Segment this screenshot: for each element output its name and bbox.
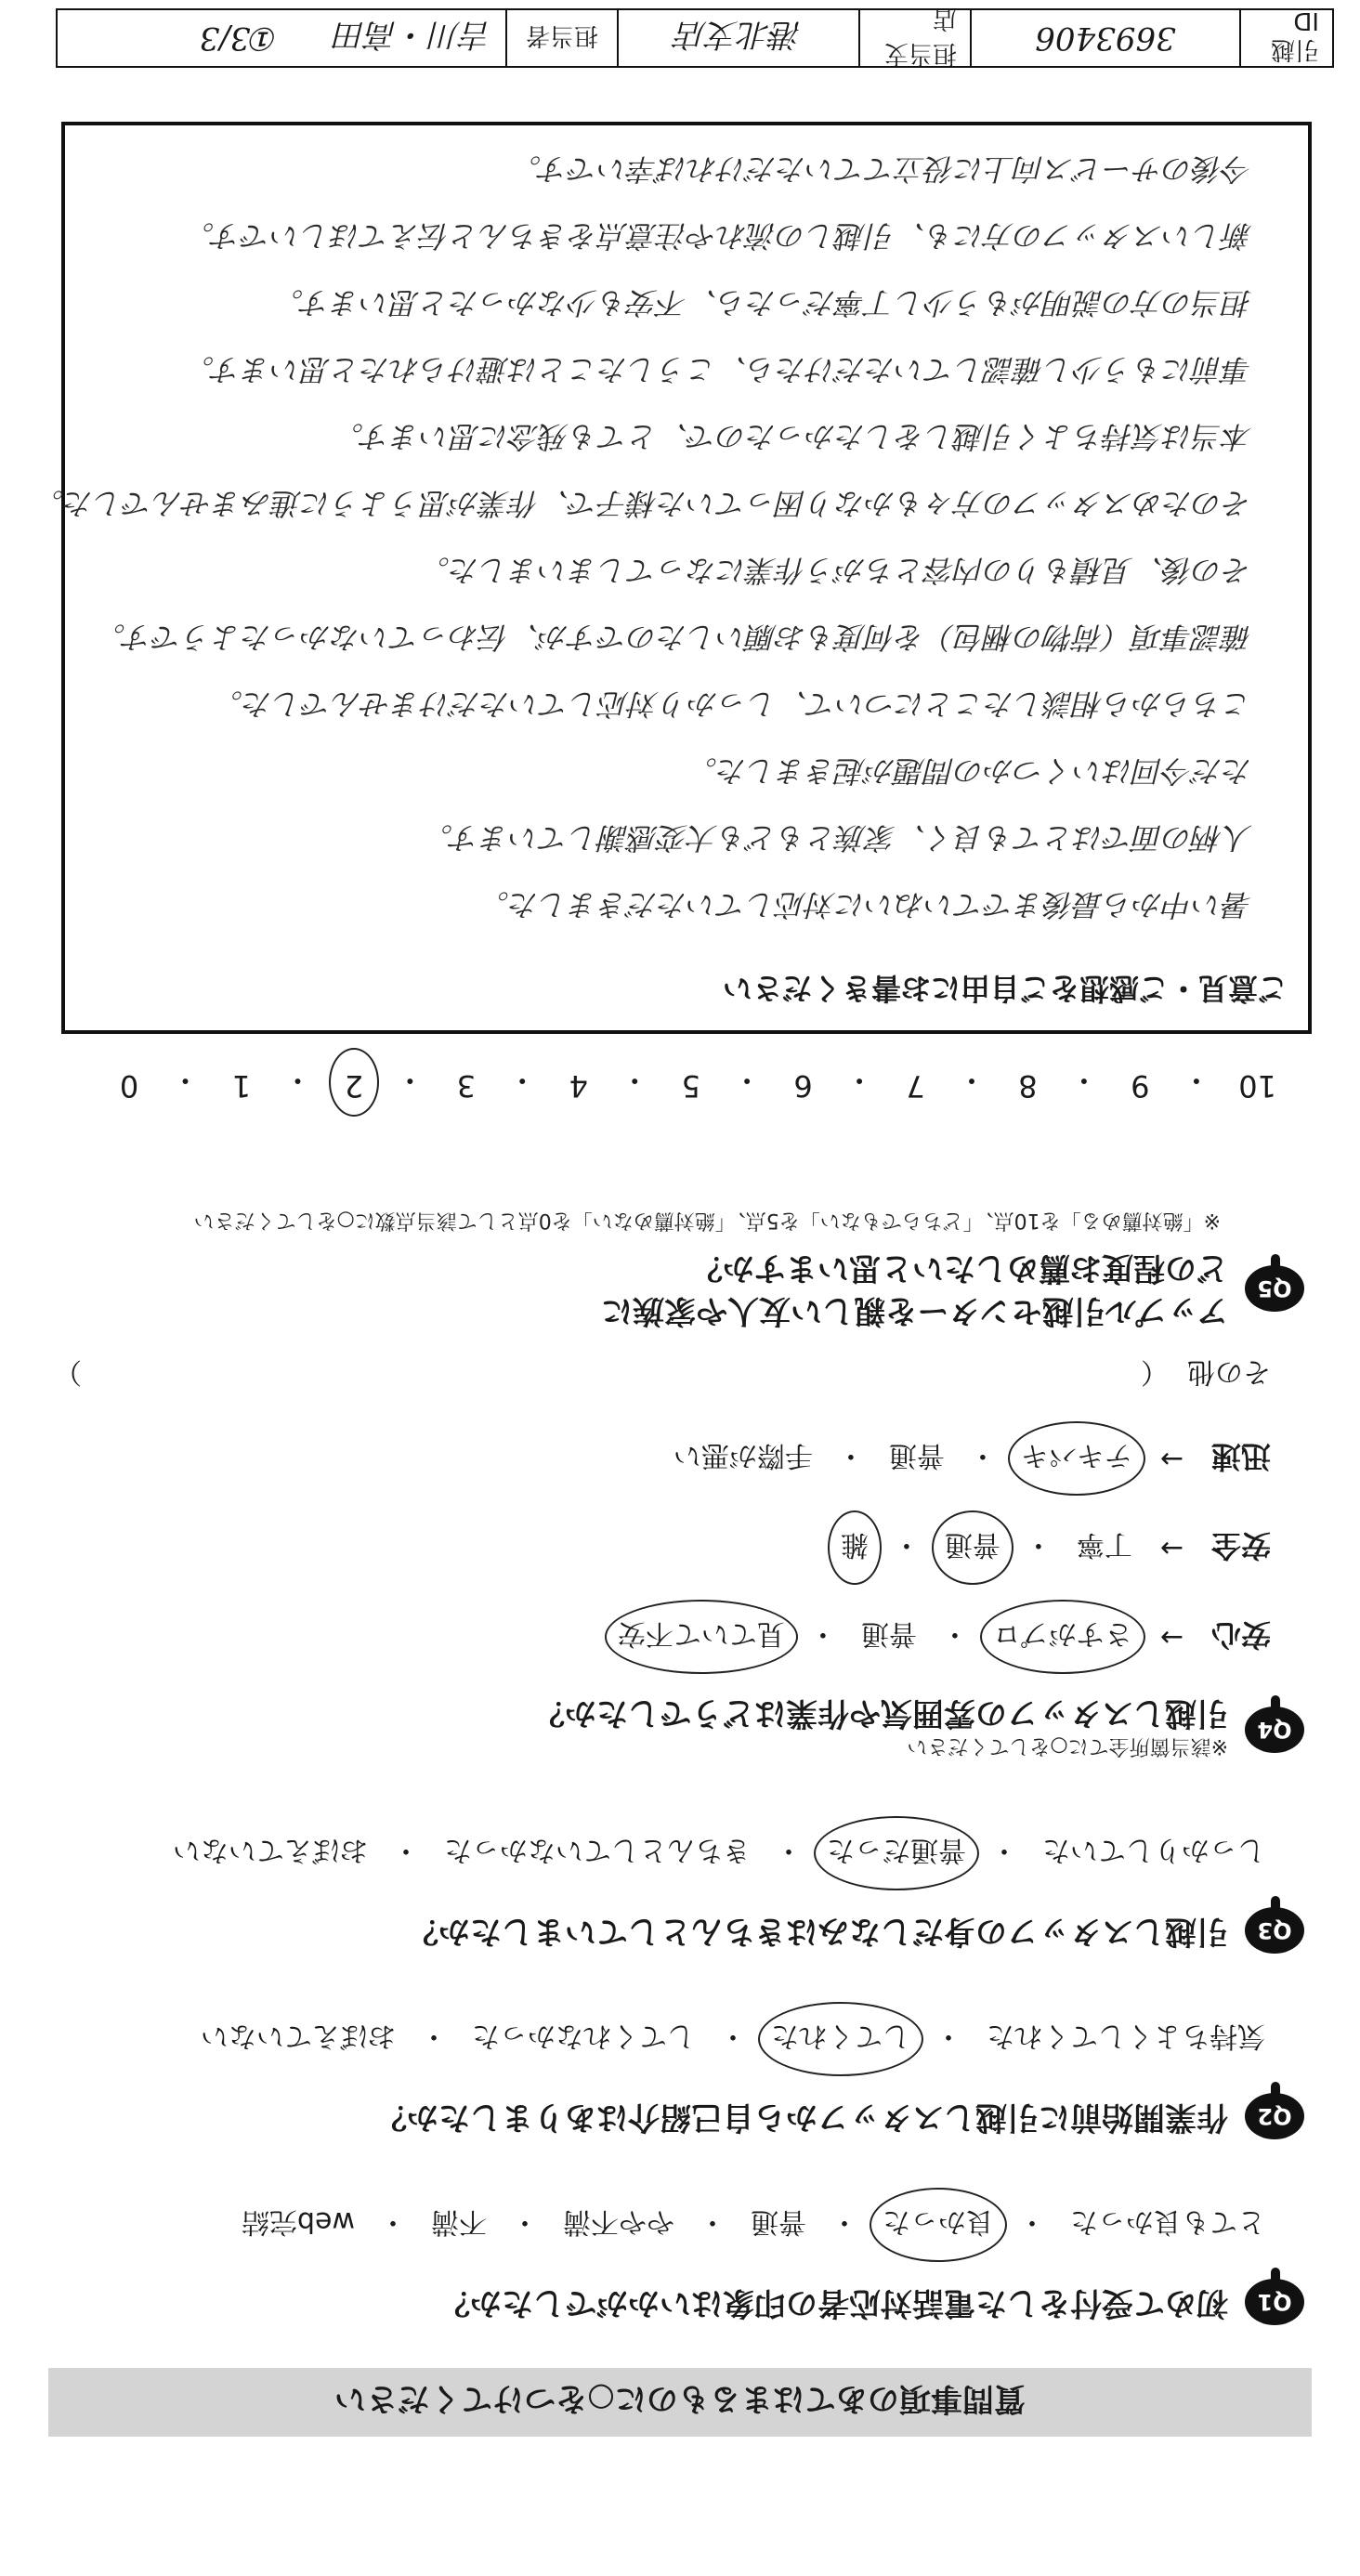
comment-line: 担当の方の説明がもう少し丁寧だったら、不安も少なかったと思います。	[273, 285, 1252, 320]
q3-option-selected[interactable]: 普通だった	[821, 1831, 972, 1876]
scale-dot: ・	[395, 1063, 425, 1098]
q4-other-label: その他	[1187, 1355, 1271, 1389]
q2-text: 作業開始前に引越しスタッフから自己紹介はありましたか？	[375, 2098, 1228, 2136]
q1-option[interactable]: とても良かった	[1070, 2205, 1265, 2238]
q4-row-label: 迅速	[1210, 1439, 1271, 1475]
comment-line: 暑い中から最後までていねいに対応していただきました。	[478, 887, 1252, 922]
instruction-banner	[48, 2368, 1312, 2437]
q4-row-anzen: 安全 → 丁寧 ・ 普通 ・ 雑	[22, 1525, 1271, 1570]
scale-dot: ・	[507, 1063, 538, 1098]
q3-text: 引越しスタッフの身だしなみはきちんとしていましたか？	[407, 1912, 1228, 1950]
comment-line: ただ今回はいくつかの問題が起きました。	[687, 753, 1252, 789]
scale-dot: ・	[844, 1063, 875, 1098]
scale-dot: ・	[956, 1063, 987, 1098]
q4-option[interactable]: 普通	[860, 1617, 917, 1651]
comment-box[interactable]	[33, 122, 1312, 1034]
q4-row-jinsoku: 迅速 → テキパキ ・ 普通 ・ 手際が悪い	[22, 1436, 1271, 1481]
staff-name: 吉川・高田	[334, 16, 492, 54]
question-5	[22, 1208, 1304, 1331]
q4-badge: Q4	[1245, 1706, 1304, 1753]
q4-row-label: 安全	[1210, 1528, 1271, 1564]
score-9[interactable]: 9	[1131, 1068, 1150, 1104]
score-6[interactable]: 6	[793, 1068, 813, 1104]
comment-line: 事前にもう少し確認していただけたら、こうしたことは避けられたと思います。	[184, 352, 1252, 387]
q4-row-anshin: 安心 → さすがプロ ・ 普通 ・ 見ていて不安	[22, 1615, 1271, 1659]
q4-option-selected[interactable]: さすがプロ	[987, 1615, 1138, 1659]
q2-option-selected[interactable]: してくれた	[765, 2017, 916, 2061]
q3-option[interactable]: おぼえていない	[173, 1834, 368, 1866]
score-10[interactable]: 10	[1238, 1068, 1276, 1104]
q4-other-row	[22, 1354, 1271, 1395]
score-0[interactable]: 0	[119, 1068, 139, 1104]
q4-text: 引越しスタッフの雰囲気や作業はどうでしたか？	[533, 1694, 1228, 1732]
comment-line: 本当は気持ちよく引越しをしたかったので、とても残念に思います。	[333, 419, 1252, 454]
comment-line: 確認事項（荷物の梱包）を何度もお願いしたのですが、伝わっていなかったようです。	[95, 620, 1252, 655]
q4-option[interactable]: 手際が悪い	[673, 1439, 813, 1472]
staff-label: 担当者	[505, 10, 617, 66]
q1-option[interactable]: web完結	[241, 2205, 355, 2238]
id-value: 3693406	[970, 10, 1239, 66]
q3-options: しっかりしていた ・ 普通だった ・ きちんとしていなかった ・ おぼえていない	[22, 1831, 1271, 1876]
arrow-icon: →	[1159, 1620, 1183, 1654]
q2-options: 気持ちよくしてくれた ・ してくれた ・ してくれなかった ・ おぼえていない	[22, 2017, 1271, 2061]
score-4[interactable]: 4	[569, 1068, 588, 1104]
scale-dot: ・	[170, 1063, 201, 1098]
q4-note: ※該当箇所全てに○をしてください	[907, 1734, 1228, 1758]
q5-score-scale	[115, 1061, 1276, 1104]
comment-title: ご意見・ご感想をご自由にお書きください	[722, 971, 1288, 1006]
q4-option-selected[interactable]: 雑	[835, 1525, 874, 1570]
q3-badge: Q3	[1245, 1907, 1304, 1954]
question-2	[22, 2017, 1304, 2139]
q2-option[interactable]: 気持ちよくしてくれた	[987, 2020, 1265, 2052]
q1-text: 初めて受付をした電話対応者の印象はいかがでしたか？	[438, 2283, 1228, 2321]
score-3[interactable]: 3	[456, 1068, 477, 1104]
q5-text-line1: アップル引越センターを親しい友人や家族に	[601, 1292, 1228, 1329]
q4-option-selected[interactable]: 普通	[939, 1525, 1006, 1570]
comment-line: こちらから相談したことについて、しっかり対応していただけませんでした。	[213, 686, 1252, 722]
score-8[interactable]: 8	[1018, 1068, 1038, 1104]
q5-note: ※「絶対薦める」を10点、「どちらでもない」を5点、「絶対薦めない」を0点として該当点数に○をしてください	[193, 1209, 1221, 1233]
comment-line: 今後のサービス向上に役立てていただければ幸いです。	[511, 151, 1252, 187]
q4-option[interactable]: 丁寧	[1076, 1528, 1132, 1562]
arrow-icon: →	[1159, 1442, 1183, 1475]
q4-option-selected[interactable]: 見ていて不安	[612, 1615, 791, 1659]
scale-dot: ・	[1181, 1063, 1211, 1098]
q2-option[interactable]: してくれなかった	[472, 2020, 695, 2052]
q2-badge: Q2	[1245, 2093, 1304, 2139]
branch-value: 港北支店	[617, 10, 858, 66]
page-marker: ①3/3	[199, 20, 279, 57]
question-1	[22, 2203, 1304, 2325]
comment-line: 人柄の面ではとても良く、家族ともども大変感謝しています。	[423, 820, 1252, 856]
q1-badge: Q1	[1245, 2279, 1304, 2325]
q1-option[interactable]: 不満	[431, 2205, 487, 2238]
scale-dot: ・	[1068, 1063, 1099, 1098]
q5-text-line2: どの程度お薦めしたいと思いますか？	[691, 1249, 1228, 1288]
q1-option[interactable]: 普通	[751, 2205, 806, 2238]
footer-info-table	[56, 5, 1334, 68]
scale-dot: ・	[732, 1063, 763, 1098]
q4-other-field[interactable]: （ ）	[54, 1355, 1169, 1389]
comment-line: 新しいスタッフの方にも、引越しの流れや注意点をきちんと伝えてほしいです。	[184, 218, 1252, 254]
question-3	[22, 1831, 1304, 1954]
question-4	[22, 1354, 1304, 1768]
q5-badge: Q5	[1245, 1265, 1304, 1312]
q1-option[interactable]: やや不満	[563, 2205, 674, 2238]
instruction-text: 質問事項のあてはまるものに○をつけてください	[334, 2380, 1026, 2418]
q2-option[interactable]: おぼえていない	[201, 2020, 396, 2052]
q3-option[interactable]: しっかりしていた	[1042, 1834, 1265, 1866]
score-7[interactable]: 7	[906, 1068, 925, 1104]
score-1[interactable]: 1	[231, 1068, 252, 1104]
id-label: 引越ID	[1239, 10, 1332, 66]
comment-line: その後、見積もりの内容とちがう作業になってしまいました。	[419, 553, 1252, 588]
scale-dot: ・	[620, 1063, 650, 1098]
q4-option[interactable]: 普通	[888, 1439, 945, 1472]
score-2-selected[interactable]: 2	[340, 1061, 368, 1104]
arrow-icon: →	[1159, 1531, 1183, 1564]
q1-option-selected[interactable]: 良かった	[877, 2203, 1000, 2247]
q3-option[interactable]: きちんとしていなかった	[444, 1834, 751, 1866]
q4-row-label: 安心	[1210, 1617, 1271, 1654]
comment-line: そのためスタッフの方々もかなり困っていた様子で、作業が思うように進みませんでした。	[33, 486, 1252, 521]
staff-value	[58, 10, 505, 66]
scale-dot: ・	[282, 1063, 313, 1098]
branch-label: 担当支店	[858, 10, 970, 66]
q4-option-selected[interactable]: テキパキ	[1015, 1436, 1138, 1481]
score-5[interactable]: 5	[681, 1068, 700, 1104]
q1-options: とても良かった ・ 良かった ・ 普通 ・ やや不満 ・ 不満 ・ web完結	[22, 2203, 1271, 2247]
